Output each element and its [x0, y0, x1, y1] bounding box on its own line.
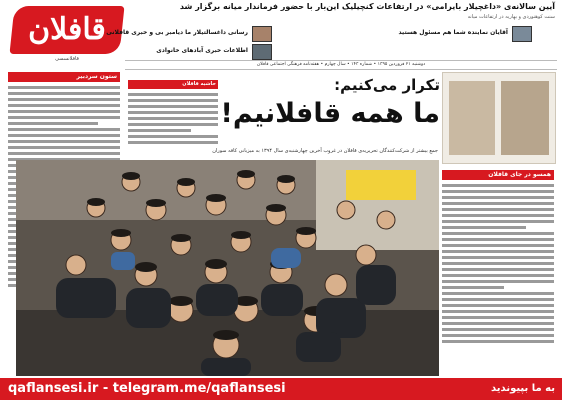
logo-slogan: قافلانسسی — [55, 56, 79, 62]
top-headline[interactable]: آیین سالانه‌ی «داغچیلار بایرامی» در ارتفاعات کنچیلیک این‌بار با حضور فرماندار میانه برگزار شد — [179, 2, 555, 11]
footer-urls[interactable]: qaflansesi.ir - telegram.me/qaflansesi — [8, 381, 286, 396]
footer-bar — [0, 378, 562, 400]
teaser-1[interactable]: آقایان نماینده شما هم مسئول هستید — [398, 29, 508, 36]
teaser-2[interactable]: رسانی داغسالتیلار ما دیامبر بی و خبری قافلانی — [106, 29, 248, 36]
editorial-title[interactable]: ستون سردبیر — [8, 72, 120, 82]
footer-tagline: به ما بپیوندید — [491, 383, 555, 394]
center-column — [128, 80, 218, 147]
main-headline[interactable]: ما همه قافلانیم! — [220, 98, 440, 129]
group-photo-image — [16, 160, 439, 376]
center-column-title[interactable]: حاشیه قافلان — [128, 80, 218, 89]
center-column-body — [128, 93, 218, 144]
ad-box[interactable] — [442, 72, 556, 164]
issue-date-bar: دوشنبه ۲۱ فروردین ۱۳۹۵ • شماره ۱۴۳ • سال چهارم • هفته‌نامه فرهنگی اجتماعی قافلان — [125, 60, 557, 70]
teaser-thumb-1 — [512, 26, 532, 42]
ad-image — [449, 81, 495, 155]
teaser-3[interactable]: اطلاعات خبری آبادهای خانوادی — [156, 47, 248, 54]
logo-name: قافلان — [28, 12, 106, 47]
teaser-thumb-3 — [252, 44, 272, 60]
header-subline: سنت کوهنوردی و بهاریه در ارتفاعات میانه — [467, 14, 555, 20]
right-column — [442, 72, 554, 362]
right-column-body — [442, 184, 554, 346]
teaser-thumb-2 — [252, 26, 272, 42]
right-column-title[interactable]: همسو در جای قافلان — [442, 170, 554, 180]
main-subhead: جمع بیشتر از شرکت‌کنندگان تحریریه‌ی قافلان در غروب آخرین چهارشنبه‌ی سال ۱۳۹۴ به میزبانی کافه سوران — [212, 148, 438, 154]
group-photo[interactable] — [16, 160, 439, 376]
headline-kicker: تکرار می‌کنیم: — [334, 76, 440, 94]
ad-image — [501, 81, 549, 155]
